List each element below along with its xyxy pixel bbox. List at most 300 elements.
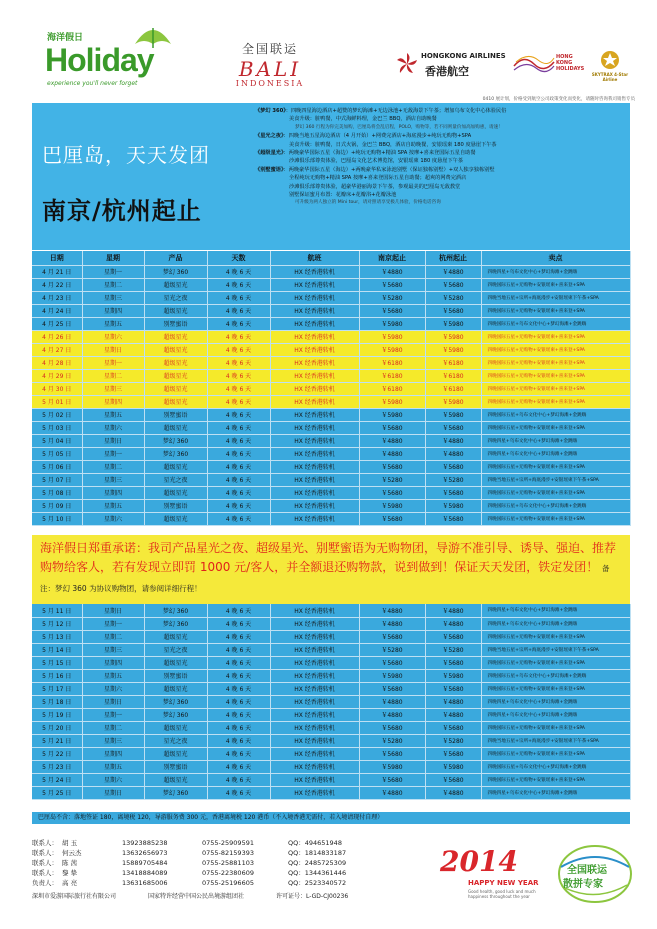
duration-cell: 4 晚 6 天 xyxy=(207,278,270,291)
product-line-text: 别墅保证蜜月布置：花瓣床+花瓣浴+花瓣泳池 xyxy=(289,192,397,199)
selling-point-cell: 四晚国际五星+无购物+安银瑶柬+喜来登+SPA xyxy=(481,343,630,356)
selling-point-cell: 四晚国际五星+乌布文化中心+梦幻海滩+金跳嗨 xyxy=(481,317,630,330)
duration-cell: 4 晚 6 天 xyxy=(207,604,270,617)
hangzhou-price-cell: ￥5680 xyxy=(425,630,481,643)
duration-cell: 4 晚 6 天 xyxy=(207,486,270,499)
selling-point-cell: 四晚国际五星+乌布文化中心+梦幻海滩+金跳嗨 xyxy=(481,408,630,421)
weekday-cell: 星期六 xyxy=(82,421,144,434)
duration-cell: 4 晚 6 天 xyxy=(207,265,270,278)
date-cell: 5 月 24 日 xyxy=(32,773,82,786)
date-cell: 5 月 10 日 xyxy=(32,512,82,525)
product-cell: 超级星光 xyxy=(144,486,207,499)
product-line xyxy=(255,141,625,149)
weekday-cell: 星期三 xyxy=(82,473,144,486)
weekday-cell: 星期一 xyxy=(82,447,144,460)
table-row xyxy=(32,734,630,747)
column-header: 杭州起止 xyxy=(425,251,481,265)
table-row xyxy=(32,630,630,643)
product-line-text: 全程纯玩无购物+精油 SPA 按摩+喜来登国际五星自助餐；超爽的网费完酒店 xyxy=(289,175,467,182)
hangzhou-price-cell: ￥5980 xyxy=(425,395,481,408)
product-cell: 超级星光 xyxy=(144,512,207,525)
table-row xyxy=(32,721,630,734)
date-cell: 5 月 25 日 xyxy=(32,786,82,799)
product-cell: 超级星光 xyxy=(144,773,207,786)
hangzhou-price-cell: ￥5280 xyxy=(425,473,481,486)
flight-cell: HX 经香港转机 xyxy=(270,630,359,643)
product-line xyxy=(255,124,625,132)
nanjing-price-cell: ￥5980 xyxy=(359,669,425,682)
product-line-text: 梦幻 360 行程为你完美加购，巴厘岛将会乱启程，POLO，购物等，若不同则量价加高加购惠，请速！ xyxy=(295,124,503,130)
table-row xyxy=(32,356,630,369)
product-line xyxy=(255,199,625,207)
flight-cell: HX 经香港转机 xyxy=(270,330,359,343)
product-cell: 梦幻 360 xyxy=(144,434,207,447)
hangzhou-price-cell: ￥5280 xyxy=(425,734,481,747)
duration-cell: 4 晚 6 天 xyxy=(207,643,270,656)
flight-cell: HX 经香港转机 xyxy=(270,421,359,434)
product-cell: 梦幻 360 xyxy=(144,695,207,708)
hangzhou-price-cell: ￥6180 xyxy=(425,382,481,395)
table-row xyxy=(32,486,630,499)
selling-point-cell: 四晚国际五星+无购物+安银瑶柬+喜来登+SPA xyxy=(481,460,630,473)
weekday-cell: 星期四 xyxy=(82,656,144,669)
date-cell: 5 月 17 日 xyxy=(32,682,82,695)
product-cell: 星光之夜 xyxy=(144,734,207,747)
weekday-cell: 星期一 xyxy=(82,356,144,369)
flight-cell: HX 经香港转机 xyxy=(270,460,359,473)
weekday-cell: 星期一 xyxy=(82,617,144,630)
product-line-lead: 《别墅蜜语》 xyxy=(255,166,284,173)
contact-tel: 0755-25881103 xyxy=(202,859,254,867)
banner-title-daily: 巴厘岛，天天发团 xyxy=(42,143,210,167)
weekday-cell: 星期六 xyxy=(82,512,144,525)
table-row xyxy=(32,317,630,330)
weekday-cell: 星期五 xyxy=(82,499,144,512)
contact-role: 联系人： xyxy=(32,839,58,847)
contact-row xyxy=(32,868,472,878)
flight-cell: HX 经香港转机 xyxy=(270,434,359,447)
date-cell: 5 月 16 日 xyxy=(32,669,82,682)
weekday-cell: 星期四 xyxy=(82,486,144,499)
hongkong-holidays-logo xyxy=(512,52,585,82)
contact-list xyxy=(32,838,472,888)
new-year-graphic xyxy=(440,845,550,905)
bali-cn: 全国联运 xyxy=(241,42,298,56)
badge-line2: 散拼专家 xyxy=(563,879,603,890)
date-cell: 5 月 21 日 xyxy=(32,734,82,747)
date-cell: 5 月 05 日 xyxy=(32,447,82,460)
license-org: 国家特许经营中国公民出境游组团社 xyxy=(148,893,245,900)
product-cell: 超级星光 xyxy=(144,304,207,317)
weekday-cell: 星期六 xyxy=(82,682,144,695)
nanjing-price-cell: ￥5980 xyxy=(359,330,425,343)
contact-tel: 0755-25909591 xyxy=(202,839,254,847)
selling-point-cell: 四晚国际五星+乌布文化中心+梦幻海滩+金跳嗨 xyxy=(481,760,630,773)
date-cell: 5 月 15 日 xyxy=(32,656,82,669)
company-info xyxy=(32,891,472,900)
duration-cell: 4 晚 6 天 xyxy=(207,317,270,330)
duration-cell: 4 晚 6 天 xyxy=(207,708,270,721)
product-descriptions xyxy=(255,107,625,247)
nanjing-price-cell: ￥5680 xyxy=(359,278,425,291)
duration-cell: 4 晚 6 天 xyxy=(207,473,270,486)
flight-cell: HX 经香港转机 xyxy=(270,682,359,695)
nanjing-price-cell: ￥4880 xyxy=(359,786,425,799)
hangzhou-price-cell: ￥5980 xyxy=(425,343,481,356)
table-row xyxy=(32,656,630,669)
duration-cell: 4 晚 6 天 xyxy=(207,734,270,747)
weekday-cell: 星期三 xyxy=(82,382,144,395)
holiday-tagline: experience you'll never forget xyxy=(47,80,138,87)
weekday-cell: 星期一 xyxy=(82,708,144,721)
nanjing-price-cell: ￥6180 xyxy=(359,369,425,382)
selling-point-cell: 四晚国际五星+无购物+安银瑶柬+喜来登+SPA xyxy=(481,773,630,786)
date-cell: 4 月 28 日 xyxy=(32,356,82,369)
product-cell: 梦幻 360 xyxy=(144,265,207,278)
duration-cell: 4 晚 6 天 xyxy=(207,499,270,512)
nanjing-price-cell: ￥5680 xyxy=(359,486,425,499)
duration-cell: 4 晚 6 天 xyxy=(207,721,270,734)
product-cell: 超级星光 xyxy=(144,356,207,369)
contact-role: 联系人： xyxy=(32,849,58,857)
date-cell: 4 月 30 日 xyxy=(32,382,82,395)
selling-point-cell: 四晚国际五星+无购物+安银瑶柬+喜来登+SPA xyxy=(481,747,630,760)
hangzhou-price-cell: ￥5980 xyxy=(425,330,481,343)
product-line-lead: 《星光之夜》 xyxy=(255,133,284,140)
banner-title-block xyxy=(32,103,245,250)
license-number: 许可证号：L-GD-CJ00236 xyxy=(276,893,349,900)
selling-point-cell: 四晚四星+乌布文化中心+梦幻海滩+金跳嗨 xyxy=(481,695,630,708)
column-header: 南京起止 xyxy=(359,251,425,265)
selling-point-cell: 四晚当地五星+宗所+海底漫步+安银瑶柬下午茶+SPA xyxy=(481,734,630,747)
product-cell: 超级星光 xyxy=(144,460,207,473)
duration-cell: 4 晚 6 天 xyxy=(207,395,270,408)
duration-cell: 4 晚 6 天 xyxy=(207,682,270,695)
hangzhou-price-cell: ￥5680 xyxy=(425,512,481,525)
product-line xyxy=(255,149,625,157)
product-line xyxy=(255,191,625,199)
expert-badge xyxy=(555,843,635,905)
hh-text: HONG KONG HOLIDAYS xyxy=(556,54,585,72)
weekday-cell: 星期日 xyxy=(82,604,144,617)
product-line xyxy=(255,107,625,115)
schedule-table-2 xyxy=(32,604,631,800)
header xyxy=(0,0,657,100)
hangzhou-price-cell: ￥4880 xyxy=(425,708,481,721)
flight-cell: HX 经香港转机 xyxy=(270,695,359,708)
product-cell: 超级星光 xyxy=(144,682,207,695)
nanjing-price-cell: ￥5680 xyxy=(359,682,425,695)
hangzhou-price-cell: ￥4880 xyxy=(425,265,481,278)
duration-cell: 4 晚 6 天 xyxy=(207,786,270,799)
product-line xyxy=(255,166,625,174)
promise-note: 备注：梦幻 360 为协议购物团，请参阅详细行程！ xyxy=(40,564,610,593)
hangzhou-price-cell: ￥5280 xyxy=(425,643,481,656)
date-cell: 4 月 26 日 xyxy=(32,330,82,343)
contact-mobile: 13418884089 xyxy=(122,869,168,877)
duration-cell: 4 晚 6 天 xyxy=(207,343,270,356)
flight-cell: HX 经香港转机 xyxy=(270,786,359,799)
contact-tel: 0755-25196605 xyxy=(202,879,254,887)
table-row xyxy=(32,291,630,304)
duration-cell: 4 晚 6 天 xyxy=(207,356,270,369)
weekday-cell: 星期二 xyxy=(82,721,144,734)
table-row xyxy=(32,669,630,682)
contact-row xyxy=(32,858,472,868)
contact-qq: QQ：1814833187 xyxy=(288,849,347,857)
table-row xyxy=(32,330,630,343)
selling-point-cell: 四晚国际五星+无购物+安银瑶柬+喜来登+SPA xyxy=(481,356,630,369)
selling-point-cell: 四晚当地五星+宗所+海底漫步+安银瑶柬下午茶+SPA xyxy=(481,643,630,656)
selling-point-cell: 四晚国际五星+无购物+安银瑶柬+喜来登+SPA xyxy=(481,278,630,291)
contact-mobile: 13632656973 xyxy=(122,849,168,857)
nanjing-price-cell: ￥5680 xyxy=(359,460,425,473)
duration-cell: 4 晚 6 天 xyxy=(207,773,270,786)
selling-point-cell: 四晚国际五星+无购物+安银瑶柬+喜来登+SPA xyxy=(481,486,630,499)
flight-cell: HX 经香港转机 xyxy=(270,395,359,408)
weekday-cell: 星期日 xyxy=(82,434,144,447)
hangzhou-price-cell: ￥5280 xyxy=(425,291,481,304)
table-row xyxy=(32,695,630,708)
table-row xyxy=(32,682,630,695)
product-cell: 星光之夜 xyxy=(144,643,207,656)
flight-cell: HX 经香港转机 xyxy=(270,265,359,278)
table-row xyxy=(32,604,630,617)
weekday-cell: 星期四 xyxy=(82,304,144,317)
duration-cell: 4 晚 6 天 xyxy=(207,434,270,447)
holiday-brand: Holiday xyxy=(45,42,154,78)
date-cell: 5 月 01 日 xyxy=(32,395,82,408)
nanjing-price-cell: ￥4880 xyxy=(359,265,425,278)
date-cell: 5 月 08 日 xyxy=(32,486,82,499)
hk-cn: 香港航空 xyxy=(425,65,469,78)
contact-qq: QQ：1344361446 xyxy=(288,869,347,877)
contact-role: 负责人： xyxy=(32,879,58,887)
duration-cell: 4 晚 6 天 xyxy=(207,747,270,760)
table-row xyxy=(32,708,630,721)
nanjing-price-cell: ￥5680 xyxy=(359,747,425,760)
column-header: 产品 xyxy=(144,251,207,265)
date-cell: 5 月 07 日 xyxy=(32,473,82,486)
selling-point-cell: 四晚四星+乌布文化中心+梦幻海滩+金跳嗨 xyxy=(481,786,630,799)
nanjing-price-cell: ￥5680 xyxy=(359,721,425,734)
hangzhou-price-cell: ￥6180 xyxy=(425,356,481,369)
weekday-cell: 星期二 xyxy=(82,278,144,291)
date-cell: 4 月 22 日 xyxy=(32,278,82,291)
duration-cell: 4 晚 6 天 xyxy=(207,421,270,434)
table-row xyxy=(32,617,630,630)
duration-cell: 4 晚 6 天 xyxy=(207,291,270,304)
duration-cell: 4 晚 6 天 xyxy=(207,760,270,773)
table-row xyxy=(32,382,630,395)
date-cell: 5 月 09 日 xyxy=(32,499,82,512)
product-line xyxy=(255,132,625,140)
date-cell: 5 月 04 日 xyxy=(32,434,82,447)
contact-mobile: 15889705484 xyxy=(122,859,168,867)
product-cell: 梦幻 360 xyxy=(144,708,207,721)
date-cell: 5 月 13 日 xyxy=(32,630,82,643)
contact-name: 高 亮 xyxy=(62,879,78,887)
nanjing-price-cell: ￥5680 xyxy=(359,656,425,669)
contact-row xyxy=(32,838,472,848)
selling-point-cell: 四晚国际五星+无购物+安银瑶柬+喜来登+SPA xyxy=(481,721,630,734)
date-cell: 4 月 27 日 xyxy=(32,343,82,356)
date-cell: 5 月 02 日 xyxy=(32,408,82,421)
table-row xyxy=(32,473,630,486)
weekday-cell: 星期二 xyxy=(82,630,144,643)
table-row xyxy=(32,512,630,525)
flight-cell: HX 经香港转机 xyxy=(270,604,359,617)
flight-cell: HX 经香港转机 xyxy=(270,291,359,304)
contact-qq: QQ：494651948 xyxy=(288,839,342,847)
hangzhou-price-cell: ￥5980 xyxy=(425,669,481,682)
duration-cell: 4 晚 6 天 xyxy=(207,369,270,382)
weekday-cell: 星期一 xyxy=(82,265,144,278)
date-cell: 5 月 06 日 xyxy=(32,460,82,473)
nanjing-price-cell: ￥5980 xyxy=(359,395,425,408)
contact-name: 黎 挚 xyxy=(62,869,78,877)
weekday-cell: 星期五 xyxy=(82,669,144,682)
date-cell: 5 月 23 日 xyxy=(32,760,82,773)
nanjing-price-cell: ￥5280 xyxy=(359,734,425,747)
product-cell: 超级星光 xyxy=(144,330,207,343)
date-cell: 4 月 21 日 xyxy=(32,265,82,278)
nanjing-price-cell: ￥5680 xyxy=(359,512,425,525)
date-cell: 4 月 23 日 xyxy=(32,291,82,304)
product-cell: 星光之夜 xyxy=(144,473,207,486)
duration-cell: 4 晚 6 天 xyxy=(207,669,270,682)
date-cell: 5 月 03 日 xyxy=(32,421,82,434)
nanjing-price-cell: ￥5980 xyxy=(359,499,425,512)
flight-cell: HX 经香港转机 xyxy=(270,317,359,330)
duration-cell: 4 晚 6 天 xyxy=(207,617,270,630)
contact-row xyxy=(32,878,472,888)
no-shopping-promise xyxy=(32,535,630,604)
contact-name: 陈 茜 xyxy=(62,859,78,867)
flight-cell: HX 经香港转机 xyxy=(270,721,359,734)
selling-point-cell: 四晚国际五星+无购物+安银瑶柬+喜来登+SPA xyxy=(481,304,630,317)
date-cell: 5 月 22 日 xyxy=(32,747,82,760)
hangzhou-price-cell: ￥4880 xyxy=(425,434,481,447)
nanjing-price-cell: ￥5980 xyxy=(359,408,425,421)
nanjing-price-cell: ￥4880 xyxy=(359,617,425,630)
weekday-cell: 星期五 xyxy=(82,317,144,330)
table-row xyxy=(32,747,630,760)
schedule-table-1 xyxy=(32,251,631,526)
table-row xyxy=(32,369,630,382)
duration-cell: 4 晚 6 天 xyxy=(207,656,270,669)
flight-cell: HX 经香港转机 xyxy=(270,304,359,317)
product-cell: 星光之夜 xyxy=(144,291,207,304)
weekday-cell: 星期二 xyxy=(82,460,144,473)
nanjing-price-cell: ￥5680 xyxy=(359,773,425,786)
column-header: 日期 xyxy=(32,251,82,265)
nanjing-price-cell: ￥5280 xyxy=(359,643,425,656)
product-line-text: 可升级为两人独立的 Mini tour，请对照请享受极几体验，价格电话咨询 xyxy=(295,200,441,206)
flight-cell: HX 经香港转机 xyxy=(270,499,359,512)
selling-point-cell: 四晚国际五星+无购物+安银瑶柬+喜来登+SPA xyxy=(481,512,630,525)
hangzhou-price-cell: ￥5680 xyxy=(425,682,481,695)
skytrax-logo xyxy=(590,50,630,84)
product-line xyxy=(255,115,625,123)
weekday-cell: 星期六 xyxy=(82,330,144,343)
product-cell: 超级星光 xyxy=(144,630,207,643)
date-cell: 5 月 20 日 xyxy=(32,721,82,734)
date-cell: 5 月 18 日 xyxy=(32,695,82,708)
column-header: 卖点 xyxy=(481,251,630,265)
contact-tel: 0755-22380609 xyxy=(202,869,254,877)
date-cell: 5 月 19 日 xyxy=(32,708,82,721)
hangzhou-price-cell: ￥4880 xyxy=(425,695,481,708)
product-line-text: ：两晚豪华国际五星（海边）+两晚豪华私家泳池别墅（保证独栋别墅）+双人独享独栋别墅 xyxy=(283,166,495,173)
date-cell: 5 月 12 日 xyxy=(32,617,82,630)
nanjing-price-cell: ￥5280 xyxy=(359,473,425,486)
product-cell: 超级星光 xyxy=(144,343,207,356)
product-cell: 超级星光 xyxy=(144,278,207,291)
bali-logo xyxy=(205,40,335,90)
sky-text: SKYTRAX 4-Star Airline xyxy=(591,72,629,82)
table-row xyxy=(32,760,630,773)
flight-cell: HX 经香港转机 xyxy=(270,343,359,356)
duration-cell: 4 晚 6 天 xyxy=(207,512,270,525)
hangzhou-price-cell: ￥6180 xyxy=(425,369,481,382)
table-row xyxy=(32,421,630,434)
hangzhou-price-cell: ￥5680 xyxy=(425,656,481,669)
table-header-row xyxy=(32,251,630,265)
product-line xyxy=(255,174,625,182)
hangzhou-price-cell: ￥5680 xyxy=(425,747,481,760)
product-line-text: 沙滩俱乐部尊贵体验，巴厘岛文化艺术博览馆，安银瑶柬 180 度悬崖下午茶 xyxy=(289,158,464,165)
product-cell: 梦幻 360 xyxy=(144,447,207,460)
nanjing-price-cell: ￥6180 xyxy=(359,382,425,395)
weekday-cell: 星期三 xyxy=(82,291,144,304)
flight-cell: HX 经香港转机 xyxy=(270,278,359,291)
product-banner xyxy=(32,103,630,250)
hangzhou-price-cell: ￥5980 xyxy=(425,317,481,330)
hk-en: HONGKONG AIRLINES xyxy=(421,52,506,60)
weekday-cell: 星期六 xyxy=(82,773,144,786)
contact-qq: QQ：2485725309 xyxy=(288,859,347,867)
product-cell: 超级星光 xyxy=(144,382,207,395)
selling-point-cell: 四晚当地五星+宗所+海底漫步+安银瑶柬下午茶+SPA xyxy=(481,473,630,486)
table-row xyxy=(32,643,630,656)
flight-cell: HX 经香港转机 xyxy=(270,356,359,369)
badge-line1: 全国联运 xyxy=(567,865,607,876)
product-cell: 别墅蜜语 xyxy=(144,408,207,421)
selling-point-cell: 四晚四星+乌布文化中心+梦幻海滩+金跳嗨 xyxy=(481,604,630,617)
weekday-cell: 星期四 xyxy=(82,395,144,408)
duration-cell: 4 晚 6 天 xyxy=(207,695,270,708)
flight-cell: HX 经香港转机 xyxy=(270,512,359,525)
hangzhou-price-cell: ￥5980 xyxy=(425,408,481,421)
nanjing-price-cell: ￥4880 xyxy=(359,695,425,708)
nanjing-price-cell: ￥4880 xyxy=(359,708,425,721)
contact-role: 联系人： xyxy=(32,859,58,867)
table-row xyxy=(32,460,630,473)
hangzhou-price-cell: ￥5980 xyxy=(425,499,481,512)
hangzhou-price-cell: ￥4880 xyxy=(425,447,481,460)
product-cell: 超级星光 xyxy=(144,421,207,434)
selling-point-cell: 四晚国际五星+无购物+安银瑶柬+喜来登+SPA xyxy=(481,369,630,382)
product-cell: 超级星光 xyxy=(144,395,207,408)
contact-mobile: 13631685006 xyxy=(122,879,168,887)
product-line-text: ：四晚当地五星海边酒店（4 月开始）+网费完酒店+海底漫步+纯玩无购物+SPA xyxy=(283,133,472,140)
weekday-cell: 星期五 xyxy=(82,408,144,421)
new-year-sub: Good health, good luck and much happiness throughout the year xyxy=(468,889,536,899)
flight-cell: HX 经香港转机 xyxy=(270,760,359,773)
flight-cell: HX 经香港转机 xyxy=(270,643,359,656)
nanjing-price-cell: ￥6180 xyxy=(359,356,425,369)
